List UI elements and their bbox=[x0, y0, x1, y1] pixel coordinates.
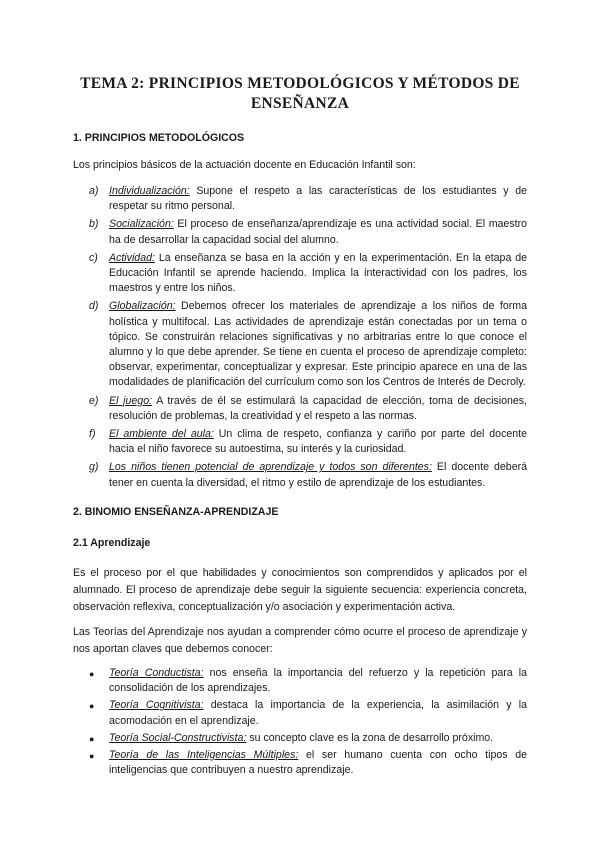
bullet-icon: ● bbox=[89, 751, 95, 762]
document-title: TEMA 2: PRINCIPIOS METODOLÓGICOS Y MÉTODOS DE ENSEÑANZA bbox=[80, 75, 520, 112]
bullet-icon: ● bbox=[89, 733, 95, 744]
theory-term: Teoría Cognitivista: bbox=[109, 699, 204, 712]
list-item bbox=[73, 731, 527, 746]
list-item bbox=[73, 184, 527, 214]
list-marker: f) bbox=[89, 428, 96, 441]
list-item bbox=[73, 748, 527, 778]
principle-text: El docente deberá tener en cuenta la diversidad, el ritmo y estilo de aprendizaje de los estudiantes. bbox=[109, 461, 528, 489]
list-marker: b) bbox=[89, 218, 99, 231]
principle-term: Actividad: bbox=[109, 251, 155, 264]
theory-text: su concepto clave es la zona de desarrollo próximo. bbox=[246, 731, 494, 744]
principle-text: La enseñanza se basa en la acción y en la experimentación. En la etapa de Educación Infantil se aprende haciendo. Implica la interactividad con los padres, los maestros y entre los niños. bbox=[109, 251, 527, 295]
principle-text: A través de él se estimulará la capacidad de elección, toma de decisiones, resolución de problemas, la creatividad y el respeto a las normas. bbox=[109, 394, 527, 422]
list-marker: e) bbox=[89, 394, 99, 407]
list-item bbox=[73, 427, 527, 457]
theory-term: Teoría Conductista: bbox=[109, 667, 204, 679]
principle-term: Globalización: bbox=[109, 300, 176, 313]
principle-text: Supone el respeto a las características de los estudiantes y de respetar su ritmo personal. bbox=[109, 185, 527, 213]
list-marker: a) bbox=[89, 185, 99, 197]
list-item bbox=[73, 217, 527, 247]
bullet-icon: ● bbox=[89, 701, 95, 712]
theories-list bbox=[73, 666, 527, 780]
list-item bbox=[73, 299, 527, 390]
list-marker: d) bbox=[89, 300, 99, 313]
list-item bbox=[73, 251, 527, 297]
principle-term: El ambiente del aula: bbox=[109, 428, 214, 441]
teorias-paragraph: Las Teorías del Aprendizaje nos ayudan a comprender cómo ocurre el proceso de aprendizaje y nos aportan claves que debemos conocer: bbox=[73, 626, 527, 655]
principle-term: Individualización: bbox=[109, 185, 190, 197]
principle-text: Debemos ofrecer los materiales de aprendizaje a los niños de forma holística y multifocal. Las actividades de aprendizaje están conectadas por un tema o tópico. Se construirán relaciones significativas y no arbitrarias entre lo que conoce el alumno y lo que debe aprender. Se tiene en cuenta el proceso de aprendizaje completo: observar, experimentar, conceptualizar y expresar. Este principio aparece en una de las modalidades de planificación del currículum como son los Centros de Interés de Decroly. bbox=[109, 300, 527, 389]
section2-heading: 2. BINOMIO ENSEÑANZA-APRENDIZAJE bbox=[73, 506, 279, 518]
theory-text: destaca la importancia de la experiencia, la asimilación y la acomodación en el aprendizaje. bbox=[109, 699, 527, 727]
list-item bbox=[73, 394, 527, 424]
principle-term: Los niños tienen potencial de aprendizaje y todos son diferentes: bbox=[109, 461, 432, 474]
principle-term: El juego: bbox=[109, 394, 153, 407]
section1-heading: 1. PRINCIPIOS METODOLÓGICOS bbox=[73, 132, 245, 144]
subsection-2-1-heading: 2.1 Aprendizaje bbox=[73, 537, 151, 549]
list-item bbox=[73, 666, 527, 696]
theory-term: Teoría Social-Constructivista: bbox=[109, 731, 247, 744]
theory-text: nos enseña la importancia del refuerzo y la repetición para la consolidación de los aprendizajes. bbox=[109, 667, 527, 695]
list-item bbox=[73, 460, 527, 490]
principles-list bbox=[73, 184, 527, 494]
bullet-icon: ● bbox=[89, 669, 95, 679]
principle-text: Un clima de respeto, confianza y cariño por parte del docente hacia el niño favorece su autoestima, su interés y la curiosidad. bbox=[109, 428, 527, 456]
theory-term: Teoría de las Inteligencias Múltiples: bbox=[109, 749, 299, 762]
principle-term: Socialización: bbox=[109, 218, 174, 231]
list-marker: c) bbox=[89, 251, 98, 264]
list-item bbox=[73, 698, 527, 728]
list-marker: g) bbox=[89, 461, 99, 474]
section1-intro: Los principios básicos de la actuación docente en Educación Infantil son: bbox=[73, 159, 416, 171]
aprendizaje-paragraph: Es el proceso por el que habilidades y conocimientos son comprendidos y aplicados por el alumnado. El proceso de aprendizaje debe seguir la siguiente secuencia: experiencia concreta, observación reflexiva, conceptualización y/o asociación y experimentación activa. bbox=[73, 567, 527, 613]
theory-text: el ser humano cuenta con ocho tipos de inteligencias que contribuyen a nuestro aprendizaje. bbox=[109, 749, 527, 777]
principle-text: El proceso de enseñanza/aprendizaje es una actividad social. El maestro ha de desarrollar la capacidad social del alumno. bbox=[109, 218, 527, 246]
